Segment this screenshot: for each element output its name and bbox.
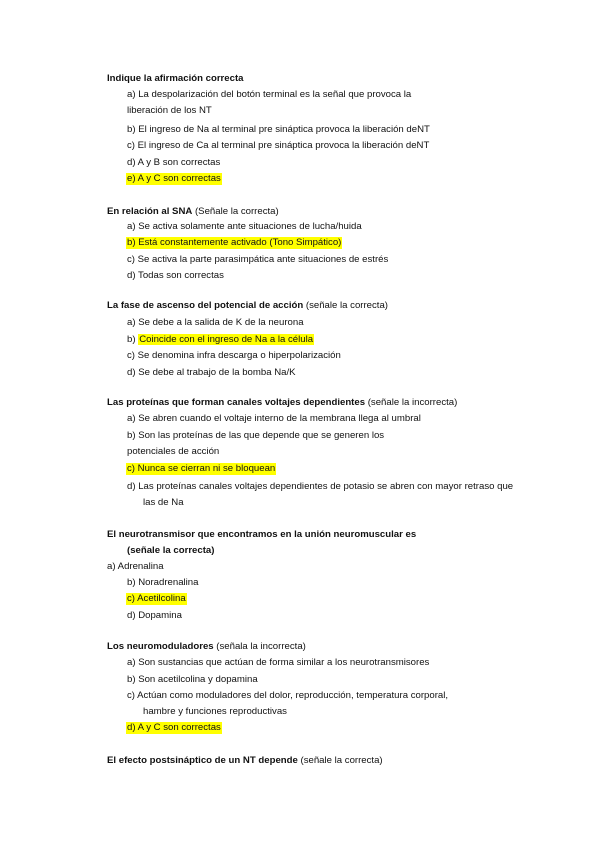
question-5-option-a: a) Adrenalina: [107, 561, 164, 572]
question-6-option-c: c) Actúan como moduladores del dolor, reproducción, temperatura corporal,: [127, 690, 449, 701]
question-6-option-a: a) Son sustancias que actúan de forma similar a los neurotransmisores: [127, 657, 430, 668]
question-4-option-d: d) Las proteínas canales voltajes dependientes de potasio se abren con mayor retraso que: [127, 481, 514, 492]
question-5-title: El neurotransmisor que encontramos en la unión neuromuscular es: [107, 529, 417, 540]
question-2-title-bold: En relación al SNA: [107, 206, 193, 217]
question-4-title-rest: (señale la incorrecta): [365, 397, 458, 408]
question-3-option-b: [127, 334, 314, 346]
question-1-option-a: a) La despolarización del botón terminal es la señal que provoca la: [127, 89, 412, 100]
question-1-option-e-highlighted: e) A y C son correctas: [127, 173, 221, 184]
question-5-title-line2: (señale la correcta): [127, 545, 215, 556]
question-3-title-bold: La fase de ascenso del potencial de acción: [107, 300, 304, 311]
question-6-title-rest: (señala la incorrecta): [213, 641, 306, 652]
question-1-option-a-cont: liberación de los NT: [127, 105, 212, 116]
question-1-option-b: b) El ingreso de Na al terminal pre sináptica provoca la liberación deNT: [127, 124, 430, 135]
question-3-option-a: a) Se debe a la salida de K de la neurona: [127, 317, 304, 328]
question-3-option-c: c) Se denomina infra descarga o hiperpolarización: [127, 350, 341, 361]
question-6-option-c-cont: hambre y funciones reproductivas: [143, 706, 287, 717]
question-4-option-c-highlighted: c) Nunca se cierran ni se bloquean: [127, 463, 276, 474]
question-4-title-bold: Las proteínas que forman canales voltajes dependientes: [107, 397, 366, 408]
question-6-title: [107, 641, 306, 653]
question-6-option-d-highlighted: d) A y C son correctas: [127, 722, 221, 733]
question-2-option-b-highlighted: b) Está constantemente activado (Tono Simpático): [127, 237, 342, 248]
question-5-option-b: b) Noradrenalina: [127, 577, 199, 588]
question-5-option-d: d) Dopamina: [127, 610, 182, 621]
question-5-option-c-highlighted: c) Acetilcolina: [127, 593, 186, 604]
question-3-title-rest: (señale la correcta): [303, 300, 388, 311]
question-2-option-d: d) Todas son correctas: [127, 270, 224, 281]
question-7-title: [107, 755, 383, 767]
question-1-option-c: c) El ingreso de Ca al terminal pre sináptica provoca la liberación deNT: [127, 140, 430, 151]
question-6-option-b: b) Son acetilcolina y dopamina: [127, 674, 258, 685]
question-1-option-d: d) A y B son correctas: [127, 157, 221, 168]
question-2-option-c: c) Se activa la parte parasimpática ante situaciones de estrés: [127, 254, 389, 265]
question-7-title-bold: El efecto postsináptico de un NT depende: [107, 755, 298, 766]
question-1-title: Indique la afirmación correcta: [107, 73, 244, 84]
question-4-title: [107, 397, 457, 409]
question-3-title: [107, 300, 388, 312]
question-2-title-rest: (Señale la correcta): [192, 206, 279, 217]
question-3-option-d: d) Se debe al trabajo de la bomba Na/K: [127, 367, 296, 378]
question-3-option-b-prefix: b): [127, 334, 139, 345]
question-4-option-b-cont: potenciales de acción: [127, 446, 220, 457]
question-6-title-bold: Los neuromoduladores: [107, 641, 214, 652]
question-3-option-b-highlighted: Coincide con el ingreso de Na a la célula: [139, 334, 314, 345]
question-4-option-a: a) Se abren cuando el voltaje interno de la membrana llega al umbral: [127, 413, 421, 424]
question-4-option-b: b) Son las proteínas de las que depende que se generen los: [127, 430, 385, 441]
question-7-title-rest: (señale la correcta): [297, 755, 383, 766]
question-2-option-a: a) Se activa solamente ante situaciones de lucha/huida: [127, 221, 362, 232]
question-2-title: [107, 206, 279, 218]
question-4-option-d-cont: las de Na: [143, 497, 184, 508]
